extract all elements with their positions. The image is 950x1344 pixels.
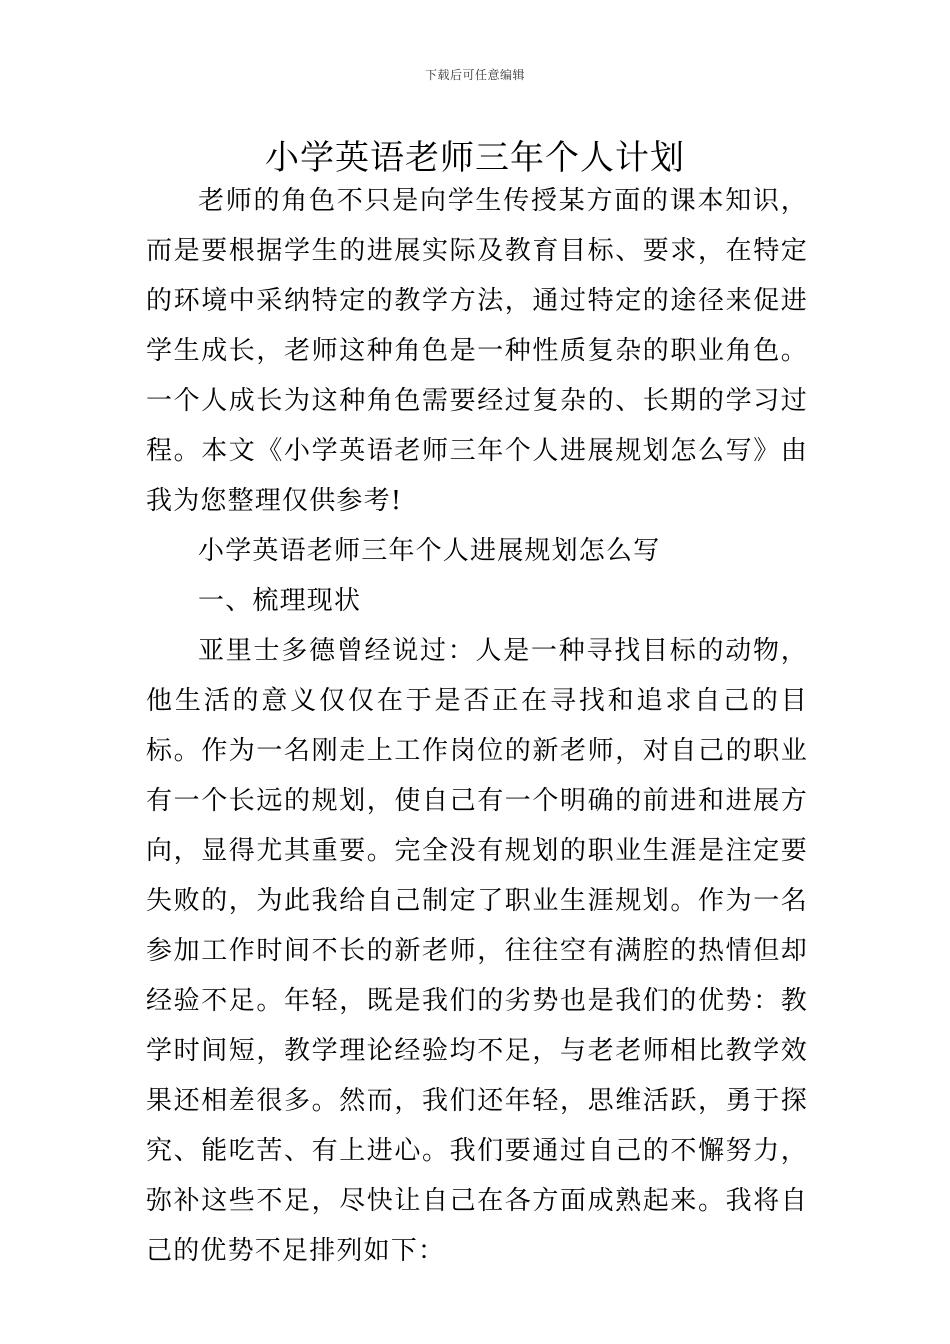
subsection-heading: 一、梳理现状 <box>198 586 362 616</box>
section-heading: 小学英语老师三年个人进展规划怎么写 <box>198 536 661 566</box>
document-body <box>146 176 808 1276</box>
document-title: 小学英语老师三年个人计划 <box>265 138 685 178</box>
intro-paragraph: 老师的角色不只是向学生传授某方面的课本知识，而是要根据学生的进展实际及教育目标、要求，在特定的环境中采纳特定的教学方法，通过特定的途径来促进学生成长，老师这种角色是一种性质复杂的职业角色。一个人成长为这种角色需要经过复杂的、长期的学习过程。本文《小学英语老师三年个人进展规划怎么写》由我为您整理仅供参考! <box>146 186 808 516</box>
body-paragraph: 亚里士多德曾经说过：人是一种寻找目标的动物，他生活的意义仅仅在于是否正在寻找和追求自己的目标。作为一名刚走上工作岗位的新老师，对自己的职业有一个长远的规划，使自己有一个明确的前进和进展方向，显得尤其重要。完全没有规划的职业生涯是注定要失败的，为此我给自己制定了职业生涯规划。作为一名参加工作时间不长的新老师，往往空有满腔的热情但却经验不足。年轻，既是我们的劣势也是我们的优势：教学时间短，教学理论经验均不足，与老老师相比教学效果还相差很多。然而，我们还年轻，思维活跃，勇于探究、能吃苦、有上进心。我们要通过自己的不懈努力，弥补这些不足，尽快让自己在各方面成熟起来。我将自己的优势不足排列如下： <box>146 636 808 1266</box>
header-note: 下载后可任意编辑 <box>424 68 525 82</box>
